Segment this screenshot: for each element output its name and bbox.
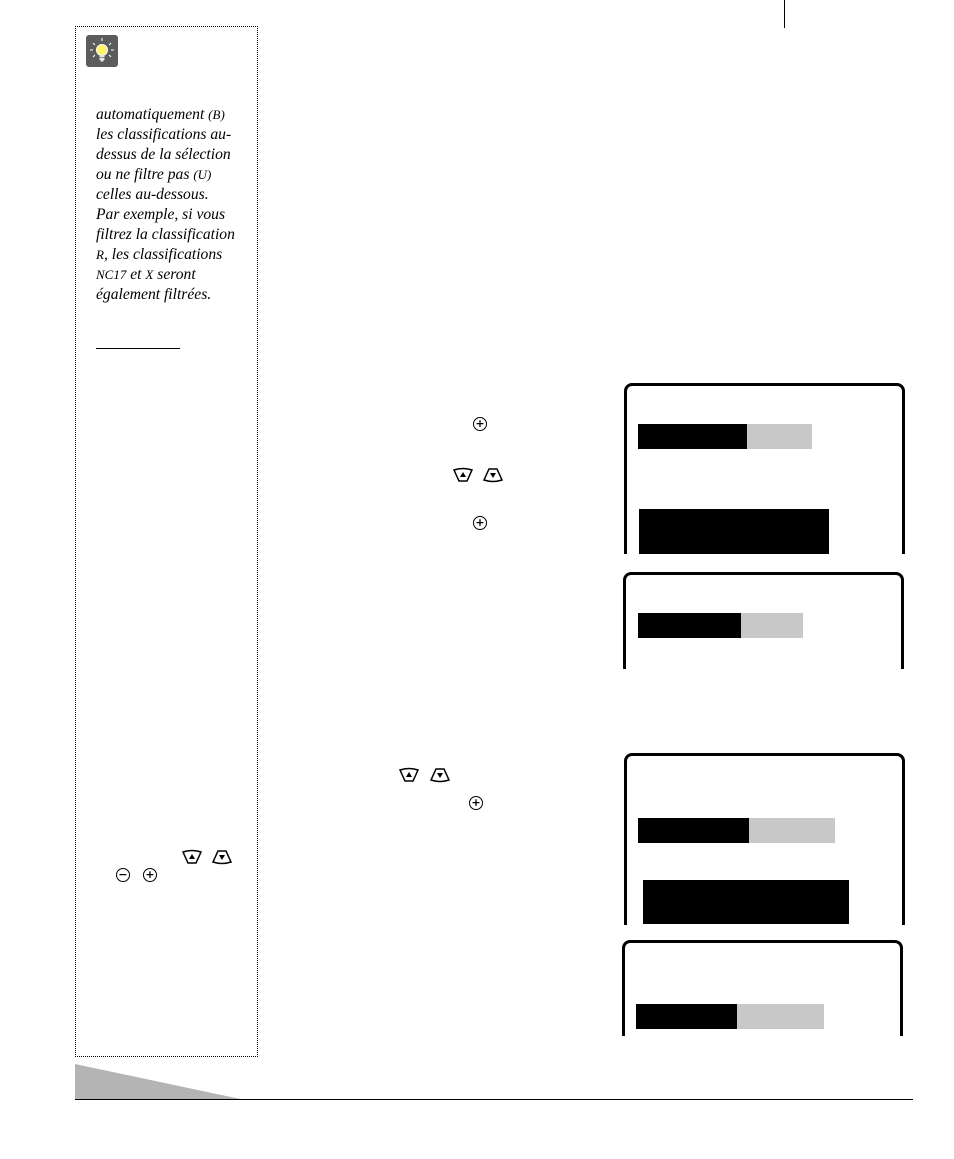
arrow-down-key-icon — [211, 849, 233, 865]
tip-text — [96, 105, 256, 305]
tip-segment: également filtrées. — [96, 286, 212, 303]
tip-segment: ou ne filtre pas — [96, 166, 194, 183]
plus-button-icon: + — [469, 796, 483, 810]
tip-line — [96, 145, 256, 165]
tip-sidebar — [75, 26, 258, 1057]
menu-highlight-bar — [638, 424, 812, 449]
tip-segment: seront — [153, 266, 196, 283]
arrow-down-key-icon — [429, 767, 451, 783]
tip-segment: (B) — [208, 107, 225, 122]
arrow-up-key-icon — [181, 849, 203, 865]
crop-mark — [784, 0, 785, 28]
tip-line — [96, 225, 256, 245]
tip-segment: X — [145, 267, 154, 282]
tip-line — [96, 205, 256, 225]
tip-segment: automatiquement — [96, 106, 209, 123]
divider — [96, 348, 180, 349]
plus-button-icon: + — [473, 417, 487, 431]
tip-line — [96, 185, 256, 205]
menu-highlight-bar — [638, 818, 835, 843]
minus-button-icon: − — [116, 868, 130, 882]
lightbulb-icon — [86, 35, 118, 67]
plus-button-icon: + — [473, 516, 487, 530]
tip-line — [96, 105, 256, 125]
menu-selected-block — [639, 509, 829, 554]
footer-rule — [75, 1099, 913, 1100]
tip-segment: celles au-dessous. — [96, 186, 209, 203]
arrow-down-key-icon — [482, 467, 504, 483]
menu-highlight-bar — [638, 613, 803, 638]
tip-segment: dessus de la sélection — [96, 146, 231, 163]
tip-line — [96, 265, 256, 285]
tip-segment: filtrez la classification — [96, 226, 235, 243]
tip-segment: et — [126, 266, 146, 283]
tip-line — [96, 245, 256, 265]
tv-screen-illustration-2 — [623, 572, 904, 669]
tip-segment: NC17 — [96, 267, 127, 282]
tip-line — [96, 125, 256, 145]
menu-selected-block — [643, 880, 849, 924]
tip-segment: (U) — [193, 167, 212, 182]
tip-segment: , les classifications — [103, 246, 223, 263]
tv-screen-illustration-1 — [624, 383, 905, 554]
arrow-up-key-icon — [398, 767, 420, 783]
tip-segment: Par exemple, si vous — [96, 206, 226, 223]
tip-segment: R — [96, 247, 104, 262]
arrow-up-key-icon — [452, 467, 474, 483]
menu-highlight-bar — [636, 1004, 824, 1029]
tv-screen-illustration-4 — [622, 940, 903, 1036]
tip-segment: les classifications au- — [96, 126, 232, 143]
tip-line — [96, 165, 256, 185]
footer-wedge — [75, 1064, 245, 1100]
plus-button-icon: + — [143, 868, 157, 882]
tv-screen-illustration-3 — [624, 753, 905, 925]
tip-line — [96, 285, 256, 305]
